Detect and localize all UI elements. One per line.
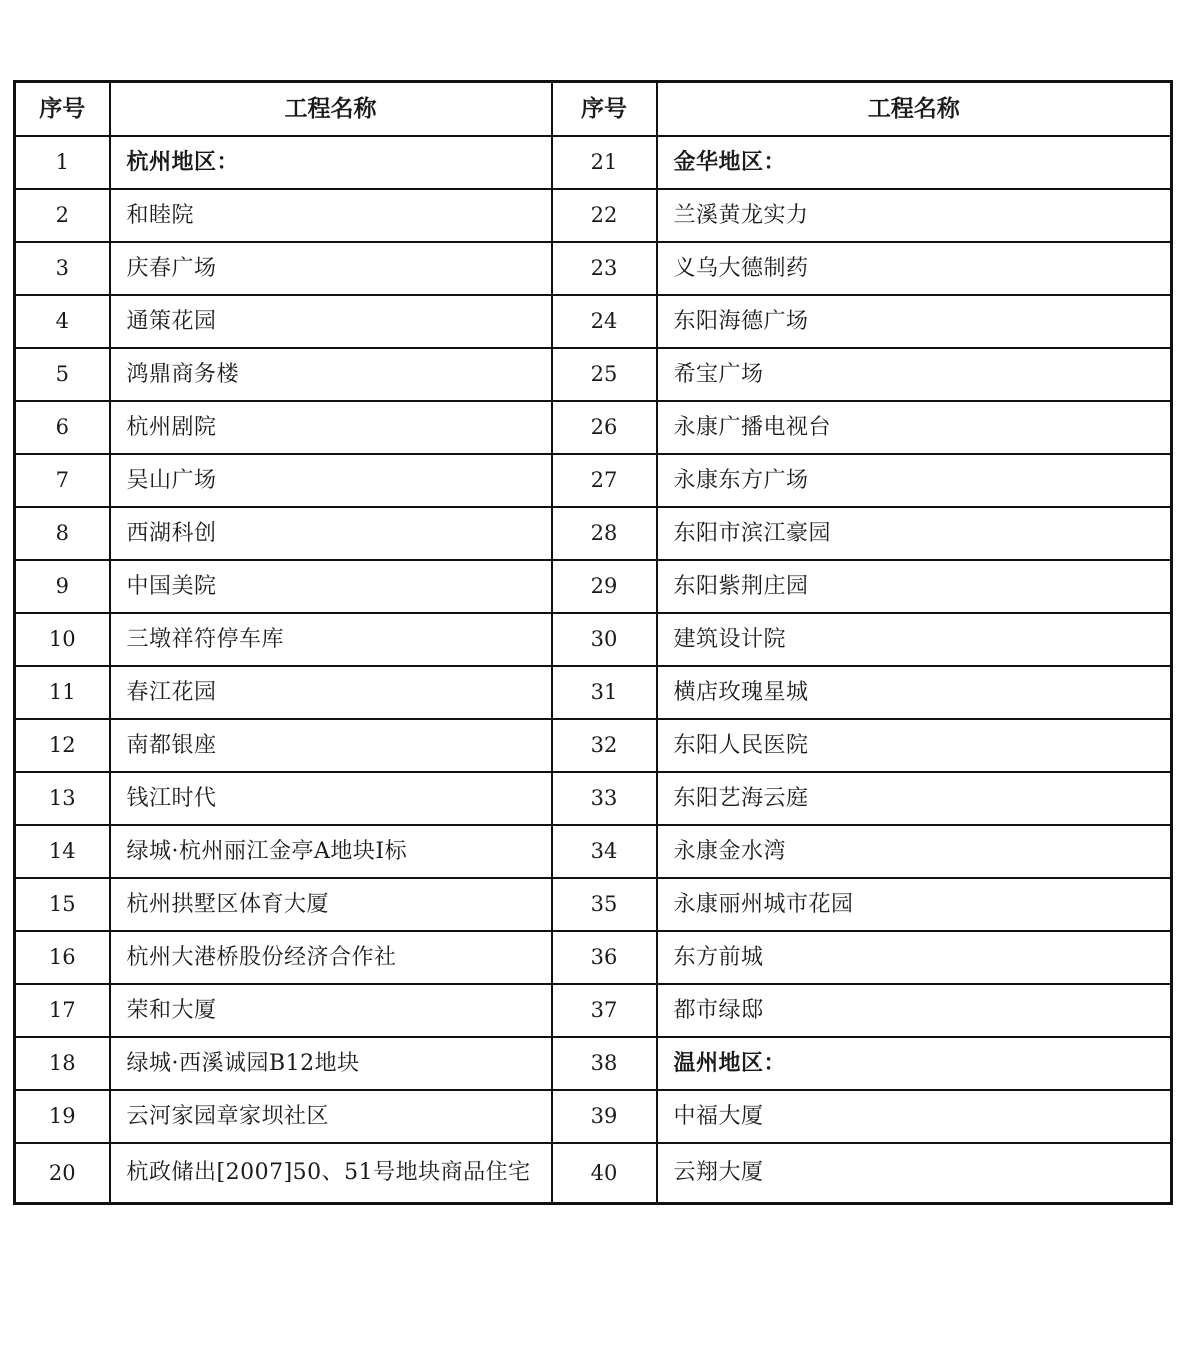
row-no-left: 5 xyxy=(15,348,110,401)
table-row xyxy=(15,719,1172,772)
row-no-right: 31 xyxy=(552,666,657,719)
row-no-left: 13 xyxy=(15,772,110,825)
table-row xyxy=(15,878,1172,931)
row-no-left: 9 xyxy=(15,560,110,613)
row-no-right: 33 xyxy=(552,772,657,825)
project-name-left: 钱江时代 xyxy=(110,772,552,825)
row-no-left: 12 xyxy=(15,719,110,772)
project-name-left: 通策花园 xyxy=(110,295,552,348)
project-name-right: 永康丽州城市花园 xyxy=(657,878,1172,931)
header-no-right: 序号 xyxy=(552,82,657,137)
row-no-left: 7 xyxy=(15,454,110,507)
project-name-right: 兰溪黄龙实力 xyxy=(657,189,1172,242)
project-name-right: 东阳人民医院 xyxy=(657,719,1172,772)
row-no-right: 21 xyxy=(552,136,657,189)
row-no-right: 28 xyxy=(552,507,657,560)
row-no-right: 30 xyxy=(552,613,657,666)
project-name-right: 东阳海德广场 xyxy=(657,295,1172,348)
table-row xyxy=(15,1143,1172,1204)
row-no-right: 32 xyxy=(552,719,657,772)
project-name-right: 东方前城 xyxy=(657,931,1172,984)
header-name-left: 工程名称 xyxy=(110,82,552,137)
row-no-left: 19 xyxy=(15,1090,110,1143)
project-name-left: 中国美院 xyxy=(110,560,552,613)
header-row xyxy=(15,82,1172,137)
row-no-left: 15 xyxy=(15,878,110,931)
row-no-left: 1 xyxy=(15,136,110,189)
project-name-left: 春江花园 xyxy=(110,666,552,719)
table-row xyxy=(15,189,1172,242)
project-name-left: 云河家园章家坝社区 xyxy=(110,1090,552,1143)
table-row xyxy=(15,1090,1172,1143)
table-row xyxy=(15,295,1172,348)
project-name-right: 永康金水湾 xyxy=(657,825,1172,878)
row-no-left: 16 xyxy=(15,931,110,984)
project-name-left: 吴山广场 xyxy=(110,454,552,507)
row-no-left: 10 xyxy=(15,613,110,666)
header-name-right: 工程名称 xyxy=(657,82,1172,137)
row-no-right: 24 xyxy=(552,295,657,348)
region-heading-hangzhou: 杭州地区： xyxy=(110,136,552,189)
table-row xyxy=(15,401,1172,454)
table-row xyxy=(15,984,1172,1037)
project-name-left: 和睦院 xyxy=(110,189,552,242)
table-row xyxy=(15,772,1172,825)
table-row xyxy=(15,454,1172,507)
project-name-left: 绿城·西溪诚园B12地块 xyxy=(110,1037,552,1090)
project-name-right: 中福大厦 xyxy=(657,1090,1172,1143)
table-row xyxy=(15,931,1172,984)
row-no-left: 14 xyxy=(15,825,110,878)
row-no-right: 25 xyxy=(552,348,657,401)
project-name-left: 荣和大厦 xyxy=(110,984,552,1037)
project-name-left: 西湖科创 xyxy=(110,507,552,560)
row-no-left: 2 xyxy=(15,189,110,242)
row-no-right: 29 xyxy=(552,560,657,613)
project-name-left: 三墩祥符停车库 xyxy=(110,613,552,666)
row-no-left: 20 xyxy=(15,1143,110,1204)
project-name-left: 杭州拱墅区体育大厦 xyxy=(110,878,552,931)
project-name-left: 南都银座 xyxy=(110,719,552,772)
project-name-left: 鸿鼎商务楼 xyxy=(110,348,552,401)
row-no-left: 8 xyxy=(15,507,110,560)
project-name-left: 杭州大港桥股份经济合作社 xyxy=(110,931,552,984)
row-no-left: 6 xyxy=(15,401,110,454)
project-name-right: 都市绿邸 xyxy=(657,984,1172,1037)
project-name-right: 永康广播电视台 xyxy=(657,401,1172,454)
row-no-right: 26 xyxy=(552,401,657,454)
table-row xyxy=(15,242,1172,295)
row-no-right: 39 xyxy=(552,1090,657,1143)
project-name-left: 杭州剧院 xyxy=(110,401,552,454)
project-name-right: 东阳紫荆庄园 xyxy=(657,560,1172,613)
table-row xyxy=(15,1037,1172,1090)
table-row xyxy=(15,825,1172,878)
row-no-right: 40 xyxy=(552,1143,657,1204)
row-no-left: 17 xyxy=(15,984,110,1037)
project-name-right: 希宝广场 xyxy=(657,348,1172,401)
row-no-right: 38 xyxy=(552,1037,657,1090)
table-row xyxy=(15,613,1172,666)
project-table xyxy=(13,80,1173,1205)
row-no-right: 36 xyxy=(552,931,657,984)
project-name-right: 义乌大德制药 xyxy=(657,242,1172,295)
project-name-right: 东阳艺海云庭 xyxy=(657,772,1172,825)
row-no-left: 11 xyxy=(15,666,110,719)
table-row xyxy=(15,507,1172,560)
table-row xyxy=(15,348,1172,401)
row-no-right: 35 xyxy=(552,878,657,931)
region-heading-jinhua: 金华地区： xyxy=(657,136,1172,189)
row-no-left: 3 xyxy=(15,242,110,295)
project-name-left: 杭政储出[2007]50、51号地块商品住宅 xyxy=(110,1143,552,1204)
project-name-left: 绿城·杭州丽江金亭A地块I标 xyxy=(110,825,552,878)
row-no-right: 23 xyxy=(552,242,657,295)
project-name-left: 庆春广场 xyxy=(110,242,552,295)
project-name-right: 永康东方广场 xyxy=(657,454,1172,507)
project-name-right: 东阳市滨江豪园 xyxy=(657,507,1172,560)
row-no-left: 18 xyxy=(15,1037,110,1090)
region-heading-wenzhou: 温州地区： xyxy=(657,1037,1172,1090)
table-row xyxy=(15,560,1172,613)
row-no-right: 27 xyxy=(552,454,657,507)
table-row xyxy=(15,666,1172,719)
header-no-left: 序号 xyxy=(15,82,110,137)
project-name-right: 横店玫瑰星城 xyxy=(657,666,1172,719)
row-no-left: 4 xyxy=(15,295,110,348)
row-no-right: 37 xyxy=(552,984,657,1037)
table-row xyxy=(15,136,1172,189)
row-no-right: 34 xyxy=(552,825,657,878)
project-name-right: 建筑设计院 xyxy=(657,613,1172,666)
row-no-right: 22 xyxy=(552,189,657,242)
project-name-right: 云翔大厦 xyxy=(657,1143,1172,1204)
